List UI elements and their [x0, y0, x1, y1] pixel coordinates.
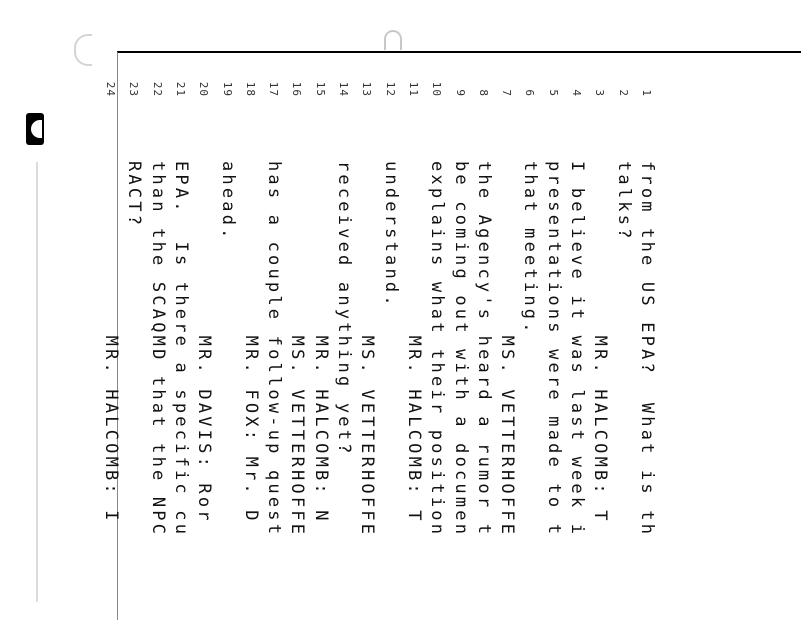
line-text: understand.	[380, 161, 401, 309]
transcript-line	[611, 53, 634, 620]
line-number: 16	[290, 81, 304, 97]
transcript-line	[355, 53, 378, 620]
line-text: be coming out with a documen	[450, 161, 471, 538]
line-number: 6	[523, 89, 537, 97]
line-number: 18	[243, 81, 257, 97]
line-number: 5	[546, 89, 560, 97]
line-text: MS. VETTERHOFFE	[287, 161, 308, 538]
transcript-line	[332, 53, 355, 620]
transcript-content	[101, 53, 693, 620]
line-number: 9	[453, 89, 467, 97]
line-text: talks?	[613, 161, 634, 242]
line-text: than the SCAQMD that the NPC	[147, 161, 168, 538]
line-text: has a couple follow-up quest	[264, 161, 285, 538]
line-number: 14	[337, 81, 351, 97]
line-text: EPA. Is there a specific cu	[171, 161, 191, 538]
line-text: ahead.	[217, 161, 238, 242]
line-text: explains what their position	[427, 161, 448, 538]
transcript-line	[472, 53, 495, 620]
transcript-line	[145, 53, 168, 620]
transcript-page	[101, 51, 801, 620]
line-text: MR. DAVIS: Ror	[194, 161, 215, 524]
line-number: 10	[430, 81, 444, 97]
line-number: 21	[174, 81, 187, 97]
line-text: MS. VETTERHOFFE	[497, 161, 518, 538]
line-text: MR. HALCOMB: T	[404, 161, 424, 524]
transcript-line	[635, 53, 658, 620]
line-text: MR. HALCOMB: N	[310, 161, 331, 524]
transcript-line	[239, 53, 262, 620]
transcript-line	[262, 53, 285, 620]
line-text: MR. HALCOMB: T	[590, 161, 611, 524]
transcript-line	[565, 53, 588, 620]
line-number: 24	[104, 81, 118, 97]
line-text: MR. FOX: Mr. D	[240, 161, 261, 524]
transcript-line	[99, 53, 122, 620]
line-number: 8	[476, 89, 490, 97]
line-number: 15	[313, 81, 327, 97]
line-number: 7	[500, 89, 514, 97]
line-number: 22	[150, 81, 164, 97]
line-number: 12	[383, 81, 397, 97]
line-text: from the US EPA? What is th	[637, 161, 657, 538]
transcript-line	[542, 53, 565, 620]
binder-hole	[384, 30, 402, 50]
transcript-line	[169, 53, 192, 620]
margin-line	[36, 162, 38, 602]
transcript-line	[285, 53, 308, 620]
transcript-line	[518, 53, 541, 620]
transcript-line	[495, 53, 518, 620]
line-text: the Agency's heard a rumor t	[473, 161, 494, 538]
line-text: MR. HALCOMB: I	[101, 161, 122, 524]
line-text: MS. VETTERHOFFE	[357, 161, 378, 538]
line-text: that meeting.	[520, 161, 541, 336]
line-number: 17	[267, 81, 281, 97]
transcript-line	[309, 53, 332, 620]
transcript-line	[425, 53, 448, 620]
punch-mark	[26, 113, 44, 145]
line-number: 23	[127, 81, 141, 97]
line-number: 19	[220, 81, 234, 97]
line-number: 20	[197, 81, 211, 97]
line-number: 1	[640, 89, 653, 97]
line-number: 11	[407, 81, 420, 97]
transcript-line	[215, 53, 238, 620]
binder-hole	[74, 34, 92, 66]
line-number: 13	[360, 81, 374, 97]
transcript-line	[588, 53, 611, 620]
line-text: RACT?	[124, 161, 145, 229]
transcript-line	[192, 53, 215, 620]
transcript-line	[378, 53, 401, 620]
line-number: 2	[616, 89, 630, 97]
line-text: I believe it was last week i	[567, 161, 588, 538]
transcript-line	[122, 53, 145, 620]
line-text: presentations were made to t	[543, 161, 564, 538]
line-number: 3	[593, 89, 607, 97]
line-number: 4	[570, 89, 584, 97]
transcript-line	[402, 53, 425, 620]
line-text: received anything yet?	[334, 161, 355, 457]
transcript-line	[448, 53, 471, 620]
